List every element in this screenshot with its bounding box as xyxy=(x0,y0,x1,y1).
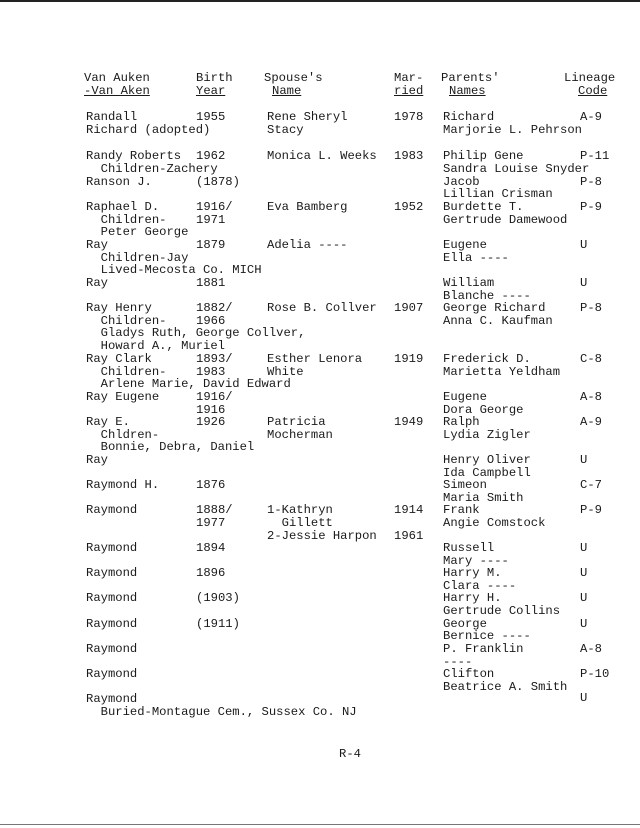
parents-name-cell: Gertrude Collins xyxy=(443,604,561,618)
parents-name-cell: Maria Smith xyxy=(443,491,524,505)
parents-name-cell: Jacob xyxy=(443,175,480,189)
parents-name-cell: Eugene xyxy=(443,390,487,404)
parents-name-cell: Beatrice A. Smith xyxy=(443,680,568,694)
name-cell: Gladys Ruth, George Collver, xyxy=(86,326,306,340)
name-cell: Randy Roberts xyxy=(86,149,182,163)
name-cell: Raymond xyxy=(86,692,138,706)
birth-year-cell: 1983 xyxy=(196,365,226,379)
header-birth-line2: Year xyxy=(196,84,226,98)
parents-name-cell: William xyxy=(443,276,495,290)
birth-year-cell: 1896 xyxy=(196,566,226,580)
lineage-code-cell: P-10 xyxy=(580,667,610,681)
spouse-name-cell: Adelia ---- xyxy=(267,238,348,252)
birth-year-cell: (1911) xyxy=(196,617,240,631)
parents-name-cell: Angie Comstock xyxy=(443,516,546,530)
parents-name-cell: Bernice ---- xyxy=(443,629,531,643)
name-cell: Children- xyxy=(86,213,167,227)
lineage-code-cell: U xyxy=(580,691,588,705)
spouse-name-cell: Eva Bamberg xyxy=(267,200,348,214)
married-year-cell: 1978 xyxy=(394,110,424,124)
parents-name-cell: Marjorie L. Pehrson xyxy=(443,123,582,137)
lineage-code-cell: P-8 xyxy=(580,301,602,315)
header-name-line2: -Van Aken xyxy=(84,84,150,98)
parents-name-cell: Marietta Yeldham xyxy=(443,365,561,379)
birth-year-cell: 1879 xyxy=(196,238,226,252)
parents-name-cell: Simeon xyxy=(443,478,487,492)
spouse-name-cell: Gillett xyxy=(267,516,333,530)
name-cell: Peter George xyxy=(86,225,189,239)
name-cell: Chldren- xyxy=(86,428,160,442)
name-cell: Raymond xyxy=(86,541,138,555)
header-spouse-line1: Spouse's xyxy=(264,71,323,85)
married-year-cell: 1961 xyxy=(394,529,424,543)
birth-year-cell: 1926 xyxy=(196,415,226,429)
birth-year-cell: 1916 xyxy=(196,403,226,417)
spouse-name-cell: Esther Lenora xyxy=(267,352,363,366)
lineage-code-cell: U xyxy=(580,591,588,605)
married-year-cell: 1907 xyxy=(394,301,424,315)
birth-year-cell: 1881 xyxy=(196,276,226,290)
lineage-code-cell: U xyxy=(580,238,588,252)
name-cell: Ray xyxy=(86,453,108,467)
name-cell: Ranson J. xyxy=(86,175,152,189)
birth-year-cell: 1888/ xyxy=(196,503,233,517)
married-year-cell: 1949 xyxy=(394,415,424,429)
header-parents-line2: Names xyxy=(449,84,486,98)
lineage-code-cell: U xyxy=(580,453,588,467)
parents-name-cell: Frank xyxy=(443,503,480,517)
header-parents-line1: Parents' xyxy=(441,71,500,85)
name-cell: Children-Jay xyxy=(86,251,189,265)
lineage-code-cell: A-8 xyxy=(580,642,602,656)
birth-year-cell: 1876 xyxy=(196,478,226,492)
name-cell: Children- xyxy=(86,314,167,328)
married-year-cell: 1952 xyxy=(394,200,424,214)
lineage-code-cell: P-8 xyxy=(580,175,602,189)
lineage-code-cell: P-11 xyxy=(580,149,610,163)
parents-name-cell: Ida Campbell xyxy=(443,466,531,480)
header-married-line2: ried xyxy=(394,84,424,98)
parents-name-cell: Eugene xyxy=(443,238,487,252)
birth-year-cell: (1878) xyxy=(196,175,240,189)
parents-name-cell: Harry H. xyxy=(443,591,502,605)
bottom-rule xyxy=(0,824,640,825)
parents-name-cell: Richard xyxy=(443,110,495,124)
parents-name-cell: Anna C. Kaufman xyxy=(443,314,553,328)
parents-name-cell: Burdette T. xyxy=(443,200,524,214)
spouse-name-cell: 2-Jessie Harpon xyxy=(267,529,377,543)
married-year-cell: 1983 xyxy=(394,149,424,163)
name-cell: Raymond H. xyxy=(86,478,160,492)
parents-name-cell: Ella ---- xyxy=(443,251,509,265)
lineage-code-cell: U xyxy=(580,276,588,290)
parents-name-cell: Philip Gene xyxy=(443,149,524,163)
parents-name-cell: Harry M. xyxy=(443,566,502,580)
spouse-name-cell: 1-Kathryn xyxy=(267,503,333,517)
header-spouse-line2: Name xyxy=(272,84,302,98)
lineage-code-cell: A-8 xyxy=(580,390,602,404)
header-lineage-line1: Lineage xyxy=(564,71,616,85)
name-cell: Richard (adopted) xyxy=(86,123,211,137)
birth-year-cell: 1971 xyxy=(196,213,226,227)
parents-name-cell: Gertrude Damewood xyxy=(443,213,568,227)
spouse-name-cell: Monica L. Weeks xyxy=(267,149,377,163)
parents-name-cell: Henry Oliver xyxy=(443,453,531,467)
name-cell: Raymond xyxy=(86,642,138,656)
name-cell: Randall xyxy=(86,110,138,124)
birth-year-cell: 1916/ xyxy=(196,200,233,214)
lineage-code-cell: A-9 xyxy=(580,415,602,429)
parents-name-cell: Lydia Zigler xyxy=(443,428,531,442)
spouse-name-cell: Patricia xyxy=(267,415,326,429)
top-rule xyxy=(0,0,640,2)
name-cell: Bonnie, Debra, Daniel xyxy=(86,440,255,454)
spouse-name-cell: Rene Sheryl xyxy=(267,110,348,124)
parents-name-cell: George Richard xyxy=(443,301,546,315)
parents-name-cell: Frederick D. xyxy=(443,352,531,366)
page-number: R-4 xyxy=(339,747,361,761)
birth-year-cell: 1882/ xyxy=(196,301,233,315)
birth-year-cell: (1903) xyxy=(196,591,240,605)
name-cell: Raymond xyxy=(86,503,138,517)
lineage-code-cell: P-9 xyxy=(580,200,602,214)
spouse-name-cell: Rose B. Collver xyxy=(267,301,377,315)
birth-year-cell: 1955 xyxy=(196,110,226,124)
name-cell: Raymond xyxy=(86,617,138,631)
header-lineage-line2: Code xyxy=(578,84,608,98)
lineage-code-cell: C-8 xyxy=(580,352,602,366)
parents-name-cell: George xyxy=(443,617,487,631)
parents-name-cell: ---- xyxy=(443,655,473,669)
parents-name-cell: Mary ---- xyxy=(443,554,509,568)
lineage-code-cell: P-9 xyxy=(580,503,602,517)
parents-name-cell: Russell xyxy=(443,541,495,555)
birth-year-cell: 1962 xyxy=(196,149,226,163)
married-year-cell: 1919 xyxy=(394,352,424,366)
parents-name-cell: Clifton xyxy=(443,667,495,681)
lineage-code-cell: U xyxy=(580,617,588,631)
spouse-name-cell: White xyxy=(267,365,304,379)
name-cell: Raymond xyxy=(86,591,138,605)
name-cell: Raymond xyxy=(86,566,138,580)
lineage-code-cell: A-9 xyxy=(580,110,602,124)
birth-year-cell: 1916/ xyxy=(196,390,233,404)
name-cell: Children-Zachery xyxy=(86,162,218,176)
birth-year-cell: 1977 xyxy=(196,516,226,530)
lineage-code-cell: U xyxy=(580,541,588,555)
birth-year-cell: 1894 xyxy=(196,541,226,555)
name-cell: Ray Eugene xyxy=(86,390,160,404)
name-cell: Children- xyxy=(86,365,167,379)
name-cell: Lived-Mecosta Co. MICH xyxy=(86,263,262,277)
name-cell: Raymond xyxy=(86,667,138,681)
lineage-code-cell: C-7 xyxy=(580,478,602,492)
name-cell: Buried-Montague Cem., Sussex Co. NJ xyxy=(86,705,357,719)
name-cell: Ray Clark xyxy=(86,352,152,366)
parents-name-cell: Blanche ---- xyxy=(443,289,531,303)
name-cell: Ray Henry xyxy=(86,301,152,315)
name-cell: Arlene Marie, David Edward xyxy=(86,377,291,391)
birth-year-cell: 1893/ xyxy=(196,352,233,366)
name-cell: Ray E. xyxy=(86,415,130,429)
lineage-code-cell: U xyxy=(580,566,588,580)
birth-year-cell: 1966 xyxy=(196,314,226,328)
parents-name-cell: Dora George xyxy=(443,403,524,417)
married-year-cell: 1914 xyxy=(394,503,424,517)
parents-name-cell: Sandra Louise Snyder xyxy=(443,162,590,176)
name-cell: Howard A., Muriel xyxy=(86,339,225,353)
parents-name-cell: Ralph xyxy=(443,415,480,429)
name-cell: Ray xyxy=(86,238,108,252)
spouse-name-cell: Stacy xyxy=(267,123,304,137)
parents-name-cell: Lillian Crisman xyxy=(443,187,553,201)
header-name-line1: Van Auken xyxy=(84,71,150,85)
parents-name-cell: Clara ---- xyxy=(443,579,517,593)
spouse-name-cell: Mocherman xyxy=(267,428,333,442)
name-cell: Ray xyxy=(86,276,108,290)
parents-name-cell: P. Franklin xyxy=(443,642,524,656)
header-birth-line1: Birth xyxy=(196,71,233,85)
header-married-line1: Mar- xyxy=(394,71,424,85)
name-cell: Raphael D. xyxy=(86,200,160,214)
